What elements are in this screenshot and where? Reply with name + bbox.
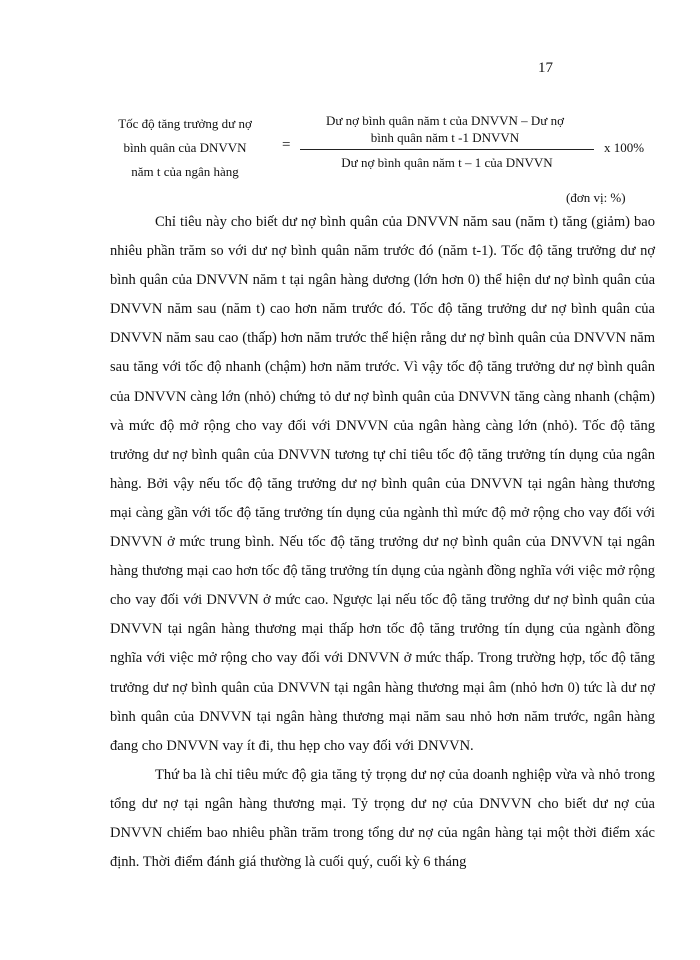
paragraph-growth-rate-explanation: Chỉ tiêu này cho biết dư nợ bình quân của DNVVN năm sau (năm t) tăng (giảm) bao nhiêu phần trăm so với dư nợ bình quân năm trước đó (năm t-1). Tốc độ tăng trưởng dư nợ bình quân của DNVVN năm t tại ngân hàng dương (lớn hơn 0) thể hiện dư nợ bình quân của DNVVN năm sau (năm t) cao hơn năm trước đó. Tốc độ tăng trưởng dư nợ bình quân của DNVVN năm sau cao (thấp) hơn năm trước thể hiện rằng dư nợ bình quân của DNVVN năm sau tăng với tốc độ nhanh (chậm) hơn năm trước. Vì vậy tốc độ tăng trưởng dư nợ bình quân của DNVVN càng lớn (nhỏ) chứng tỏ dư nợ bình quân của DNVVN tăng càng nhanh (chậm) và mức độ mở rộng cho vay đối với DNVVN của ngân hàng càng lớn (nhỏ). Tốc độ tăng trưởng dư nợ bình quân của DNVVN tương tự chỉ tiêu tốc độ tăng trưởng tín dụng của ngân hàng. Bởi vậy nếu tốc độ tăng trưởng dư nợ bình quân của DNVVN tại ngân hàng thương mại càng gần với tốc độ tăng trưởng tín dụng của ngành thì mức độ mở rộng cho vay đối với DNVVN ở mức trung bình. Nếu tốc độ tăng trưởng dư nợ bình quân của DNVVN tại ngân hàng thương mại cao hơn tốc độ tăng trưởng tín dụng của ngành đồng nghĩa với việc mở rộng cho vay đối với DNVVN ở mức cao. Ngược lại nếu tốc độ tăng trưởng dư nợ bình quân của DNVVN tại ngân hàng thương mại thấp hơn tốc độ tăng trưởng tín dụng của ngành đồng nghĩa với việc mở rộng cho vay đối với DNVVN ở mức thấp. Trong trường hợp, tốc độ tăng trưởng dư nợ bình quân của DNVVN tại ngân hàng thương mại âm (nhỏ hơn 0) tức là dư nợ bình quân của DNVVN tại ngân hàng thương mại năm sau nhỏ hơn năm trước, ngân hàng đang cho DNVVN vay ít đi, thu hẹp cho vay đối với DNVVN. (110, 214, 655, 754)
formula-denominator: Dư nợ bình quân năm t – 1 của DNVVN (341, 155, 553, 170)
formula-multiplier: x 100% (604, 140, 645, 155)
formula-lhs-line-1: Tốc độ tăng trưởng dư nợ (118, 116, 252, 131)
formula-numerator-line-1: Dư nợ bình quân năm t của DNVVN – Dư nợ (326, 113, 564, 128)
formula-equals-sign: = (282, 137, 291, 153)
growth-rate-formula (0, 112, 700, 192)
body-text (110, 208, 655, 877)
page-number: 17 (538, 60, 553, 76)
formula-lhs-line-2: bình quân của DNVVN (123, 140, 247, 155)
fraction-bar (300, 149, 594, 150)
unit-note: (đơn vị: %) (566, 190, 626, 205)
formula-numerator-line-2: bình quân năm t -1 DNVVN (370, 130, 520, 145)
formula-lhs-line-3: năm t của ngân hàng (131, 164, 239, 179)
paragraph-third-indicator: Thứ ba là chỉ tiêu mức độ gia tăng tỷ trọng dư nợ của doanh nghiệp vừa và nhỏ trong tổng dư nợ tại ngân hàng thương mại. Tỷ trọng dư nợ của DNVVN cho biết dư nợ của DNVVN chiếm bao nhiêu phần trăm trong tổng dư nợ của ngân hàng tại một thời điểm xác định. Thời điểm đánh giá thường là cuối quý, cuối kỳ 6 tháng (110, 766, 655, 871)
